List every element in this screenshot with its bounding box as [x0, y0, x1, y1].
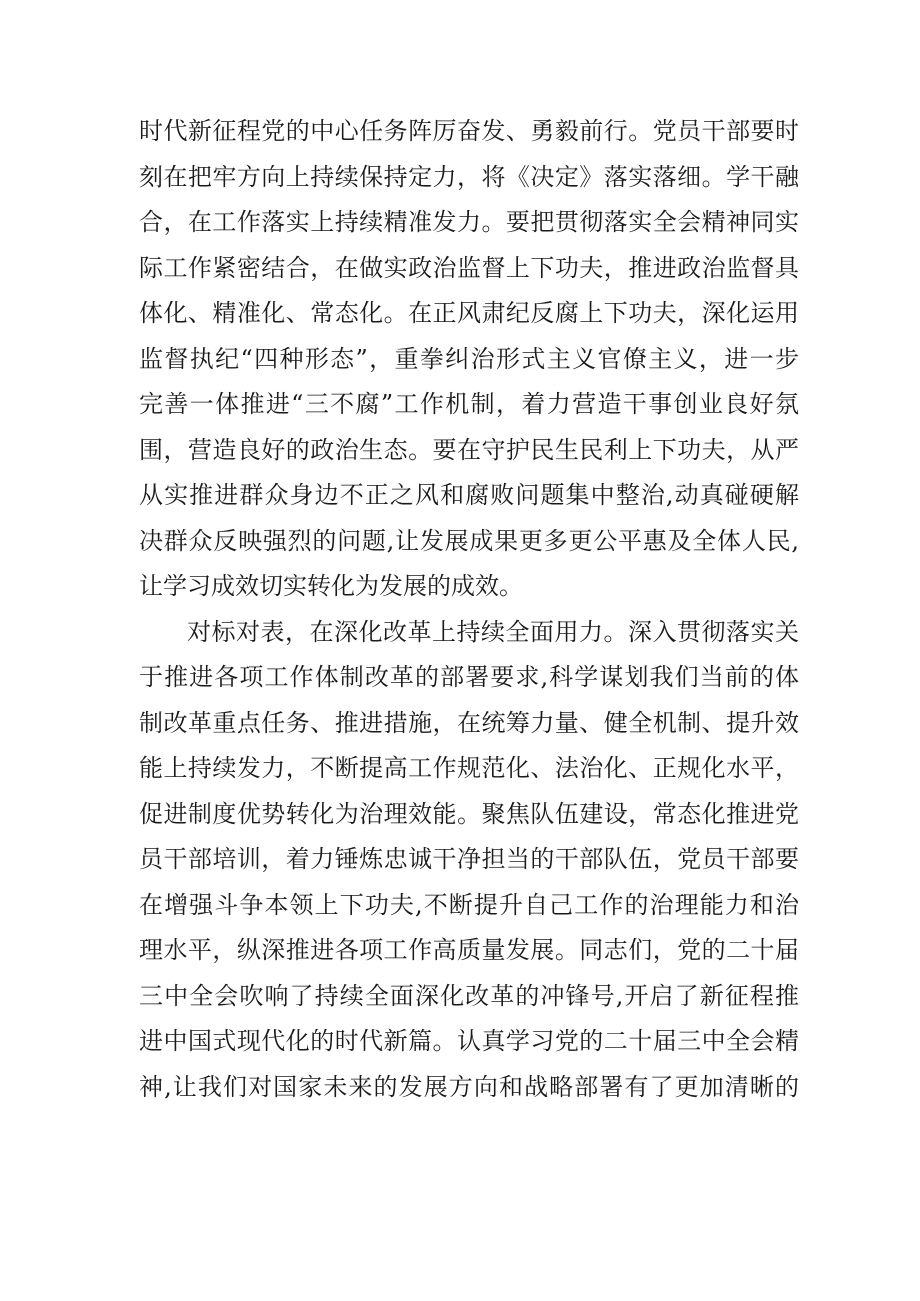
text-line: 制改革重点任务、推进措施，在统筹力量、健全机制、提升效: [139, 708, 799, 737]
text-line: 围，营造良好的政治生态。要在守护民生民利上下功夫，从严: [139, 435, 799, 464]
text-line: 神,让我们对国家未来的发展方向和战略部署有了更加清晰的: [139, 1072, 799, 1101]
text-line: 时代新征程党的中心任务阵厉奋发、勇毅前行。党员干部要时: [139, 117, 799, 145]
text-line: 三中全会吹响了持续全面深化改革的冲锋号,开启了新征程推: [139, 981, 799, 1010]
text-line: 从实推进群众身边不正之风和腐败问题集中整治,动真碰硬解: [139, 481, 799, 509]
text-line: 合，在工作落实上持续精准发力。要把贯彻落实全会精神同实: [139, 208, 799, 236]
text-line: 员干部培训，着力锤炼忠诚干净担当的干部队伍，党员干部要: [139, 845, 799, 873]
text-line: 于推进各项工作体制改革的部署要求,科学谋划我们当前的体: [139, 663, 799, 691]
text-line: 完善一体推进“三不腐”工作机制，着力营造干事创业良好氛: [139, 390, 799, 418]
text-line: 理水平，纵深推进各项工作高质量发展。同志们，党的二十届: [139, 936, 799, 964]
text-line: 决群众反映强烈的问题,让发展成果更多更公平惠及全体人民,: [139, 526, 799, 555]
text-line: 际工作紧密结合，在做实政治监督上下功夫，推进政治监督具: [139, 253, 799, 282]
text-line: 体化、精准化、常态化。在正风肃纪反腐上下功夫，深化运用: [139, 299, 799, 327]
text-line: 在增强斗争本领上下功夫,不断提升自己工作的治理能力和治: [139, 890, 799, 919]
text-line-paragraph-end: 让学习成效切实转化为发展的成效。: [139, 572, 523, 600]
text-line: 监督执纪“四种形态”，重拳纠治形式主义官僚主义，进一步: [139, 344, 799, 373]
text-line: 能上持续发力，不断提高工作规范化、法治化、正规化水平，: [139, 754, 799, 782]
text-line: 促进制度优势转化为治理效能。聚焦队伍建设，常态化推进党: [139, 799, 799, 828]
text-line: 进中国式现代化的时代新篇。认真学习党的二十届三中全会精: [139, 1027, 799, 1055]
text-line: 刻在把牢方向上持续保持定力，将《决定》落实落细。学干融: [139, 162, 799, 191]
body-text: [139, 109, 799, 1110]
text-line-paragraph-start: 对标对表，在深化改革上持续全面用力。深入贯彻落实关: [187, 617, 799, 646]
